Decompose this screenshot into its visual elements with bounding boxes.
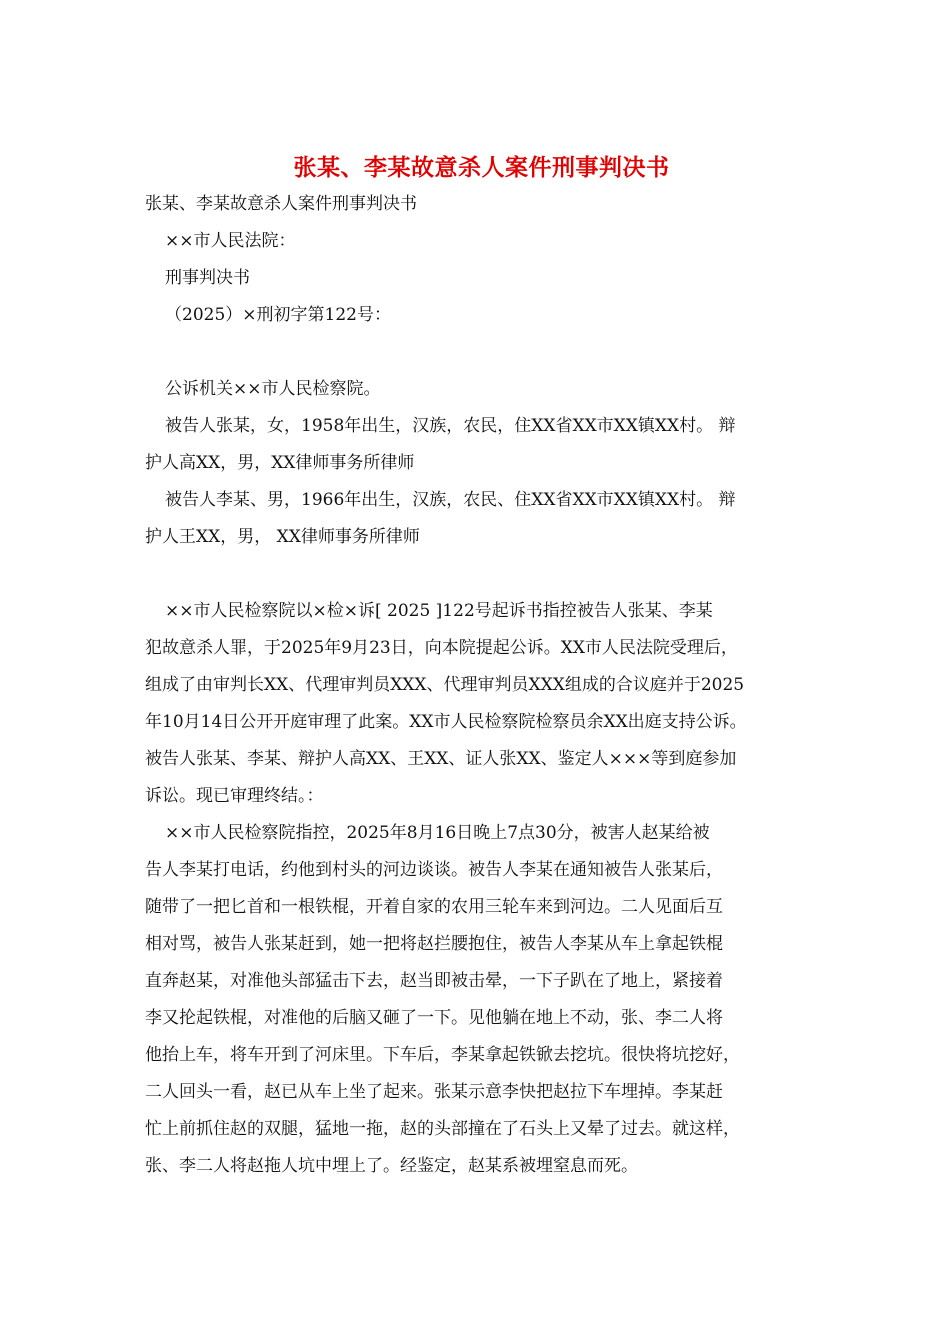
procedure-paragraph-line: 犯故意杀人罪，于2025年9月23日，向本院提起公诉。XX市人民法院受理后， [145, 638, 738, 658]
case-number-line: （2025）×刑初字第122号： [165, 305, 391, 325]
procedure-paragraph-line: ××市人民检察院以×检×诉[ 2025 ]122号起诉书指控被告人张某、李某 [165, 601, 713, 621]
facts-paragraph-line: 李又抡起铁棍，对准他的后脑又砸了一下。见他躺在地上不动，张、李二人将 [145, 1008, 723, 1028]
facts-paragraph-line: 直奔赵某，对准他头部猛击下去，赵当即被击晕，一下子趴在了地上，紧接着 [145, 971, 723, 991]
procedure-paragraph-line: 被告人张某、李某、辩护人高XX、王XX、证人张XX、鉴定人×××等到庭参加 [145, 749, 737, 769]
facts-paragraph-line: 相对骂，被告人张某赶到，她一把将赵拦腰抱住，被告人李某从车上拿起铁棍 [145, 934, 723, 954]
defendant-zhang-line: 被告人张某，女，1958年出生，汉族，农民，住XX省XX市XX镇XX村。 辩 [165, 416, 736, 436]
doc-heading-line: 张某、李某故意杀人案件刑事判决书 [145, 194, 417, 214]
facts-paragraph-line: 张、李二人将赵拖人坑中埋上了。经鉴定，赵某系被埋窒息而死。 [145, 1156, 638, 1176]
defendant-li-line: 被告人李某、男，1966年出生，汉族，农民、住XX省XX市XX镇XX村。 辩 [165, 490, 736, 510]
defender-wang-line: 护人王XX，男， XX律师事务所律师 [145, 527, 420, 547]
defender-gao-line: 护人高XX，男，XX律师事务所律师 [145, 453, 415, 473]
prosecutor-line: 公诉机关××市人民检察院。 [165, 379, 381, 399]
facts-paragraph-line: 忙上前抓住赵的双腿，猛地一拖，赵的头部撞在了石头上又晕了过去。就这样， [145, 1119, 740, 1139]
procedure-paragraph-line: 诉讼。现已审理终结。： [145, 786, 324, 806]
document-title: 张某、李某故意杀人案件刑事判决书 [293, 154, 670, 181]
facts-paragraph-line: 他抬上车，将车开到了河床里。下车后，李某拿起铁锨去挖坑。很快将坑挖好， [145, 1045, 740, 1065]
facts-paragraph-line: 随带了一把匕首和一根铁棍，开着自家的农用三轮车来到河边。二人见面后互 [145, 897, 723, 917]
blank-line [145, 556, 810, 593]
court-name-line: ××市人民法院： [165, 231, 296, 251]
facts-paragraph-line: 告人李某打电话，约他到村头的河边谈谈。被告人李某在通知被告人张某后， [145, 860, 723, 880]
procedure-paragraph-line: 年10月14日公开开庭审理了此案。XX市人民检察院检察员余XX出庭支持公诉。 [145, 712, 747, 732]
procedure-paragraph-line: 组成了由审判长XX、代理审判员XXX、代理审判员XXX组成的合议庭并于2025 [145, 675, 745, 695]
judgment-label-line: 刑事判决书 [165, 268, 250, 288]
facts-paragraph-line: 二人回头一看，赵已从车上坐了起来。张某示意李快把赵拉下车埋掉。李某赶 [145, 1082, 723, 1102]
facts-paragraph-line: ××市人民检察院指控，2025年8月16日晚上7点30分，被害人赵某给被 [165, 823, 710, 843]
blank-line [145, 334, 810, 371]
